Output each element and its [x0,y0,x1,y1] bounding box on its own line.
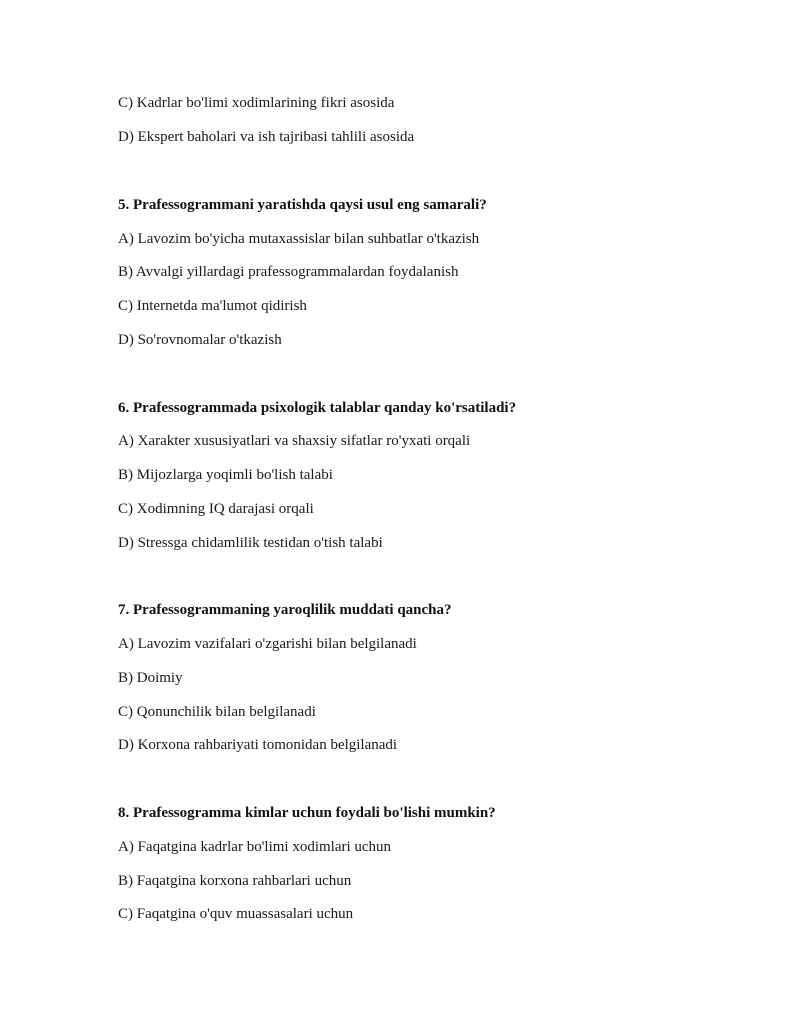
question-heading: 8. Prafessogramma kimlar uchun foydali bo'lishi mumkin? [118,805,496,821]
option-text: B) Faqatgina korxona rahbarlari uchun [118,873,352,889]
option-text: B) Doimiy [118,670,183,686]
question-heading: 6. Prafessogrammada psixologik talablar qanday ko'rsatiladi? [118,400,517,416]
question-heading: 7. Prafessogrammaning yaroqlilik muddati qancha? [118,602,452,618]
option-text: B) Avvalgi yillardagi prafessogrammalardan foydalanish [118,264,459,280]
option-text: C) Qonunchilik bilan belgilanadi [118,704,316,720]
option-text: C) Internetda ma'lumot qidirish [118,298,307,314]
option-text: C) Xodimning IQ darajasi orqali [118,501,314,517]
option-text: A) Lavozim vazifalari o'zgarishi bilan belgilanadi [118,636,417,652]
option-text: C) Faqatgina o'quv muassasalari uchun [118,906,354,922]
option-text: D) Stressga chidamlilik testidan o'tish talabi [118,535,383,551]
option-text: D) Korxona rahbariyati tomonidan belgilanadi [118,737,398,753]
option-text: B) Mijozlarga yoqimli bo'lish talabi [118,467,333,483]
option-text: D) Ekspert baholari va ish tajribasi tahlili asosida [118,129,415,145]
option-text: A) Faqatgina kadrlar bo'limi xodimlari uchun [118,839,392,855]
option-text: A) Xarakter xususiyatlari va shaxsiy sifatlar ro'yxati orqali [118,433,471,449]
question-heading: 5. Prafessogrammani yaratishda qaysi usul eng samarali? [118,197,487,213]
option-text: A) Lavozim bo'yicha mutaxassislar bilan suhbatlar o'tkazish [118,231,480,247]
option-text: D) So'rovnomalar o'tkazish [118,332,282,348]
option-text: C) Kadrlar bo'limi xodimlarining fikri asosida [118,95,395,111]
